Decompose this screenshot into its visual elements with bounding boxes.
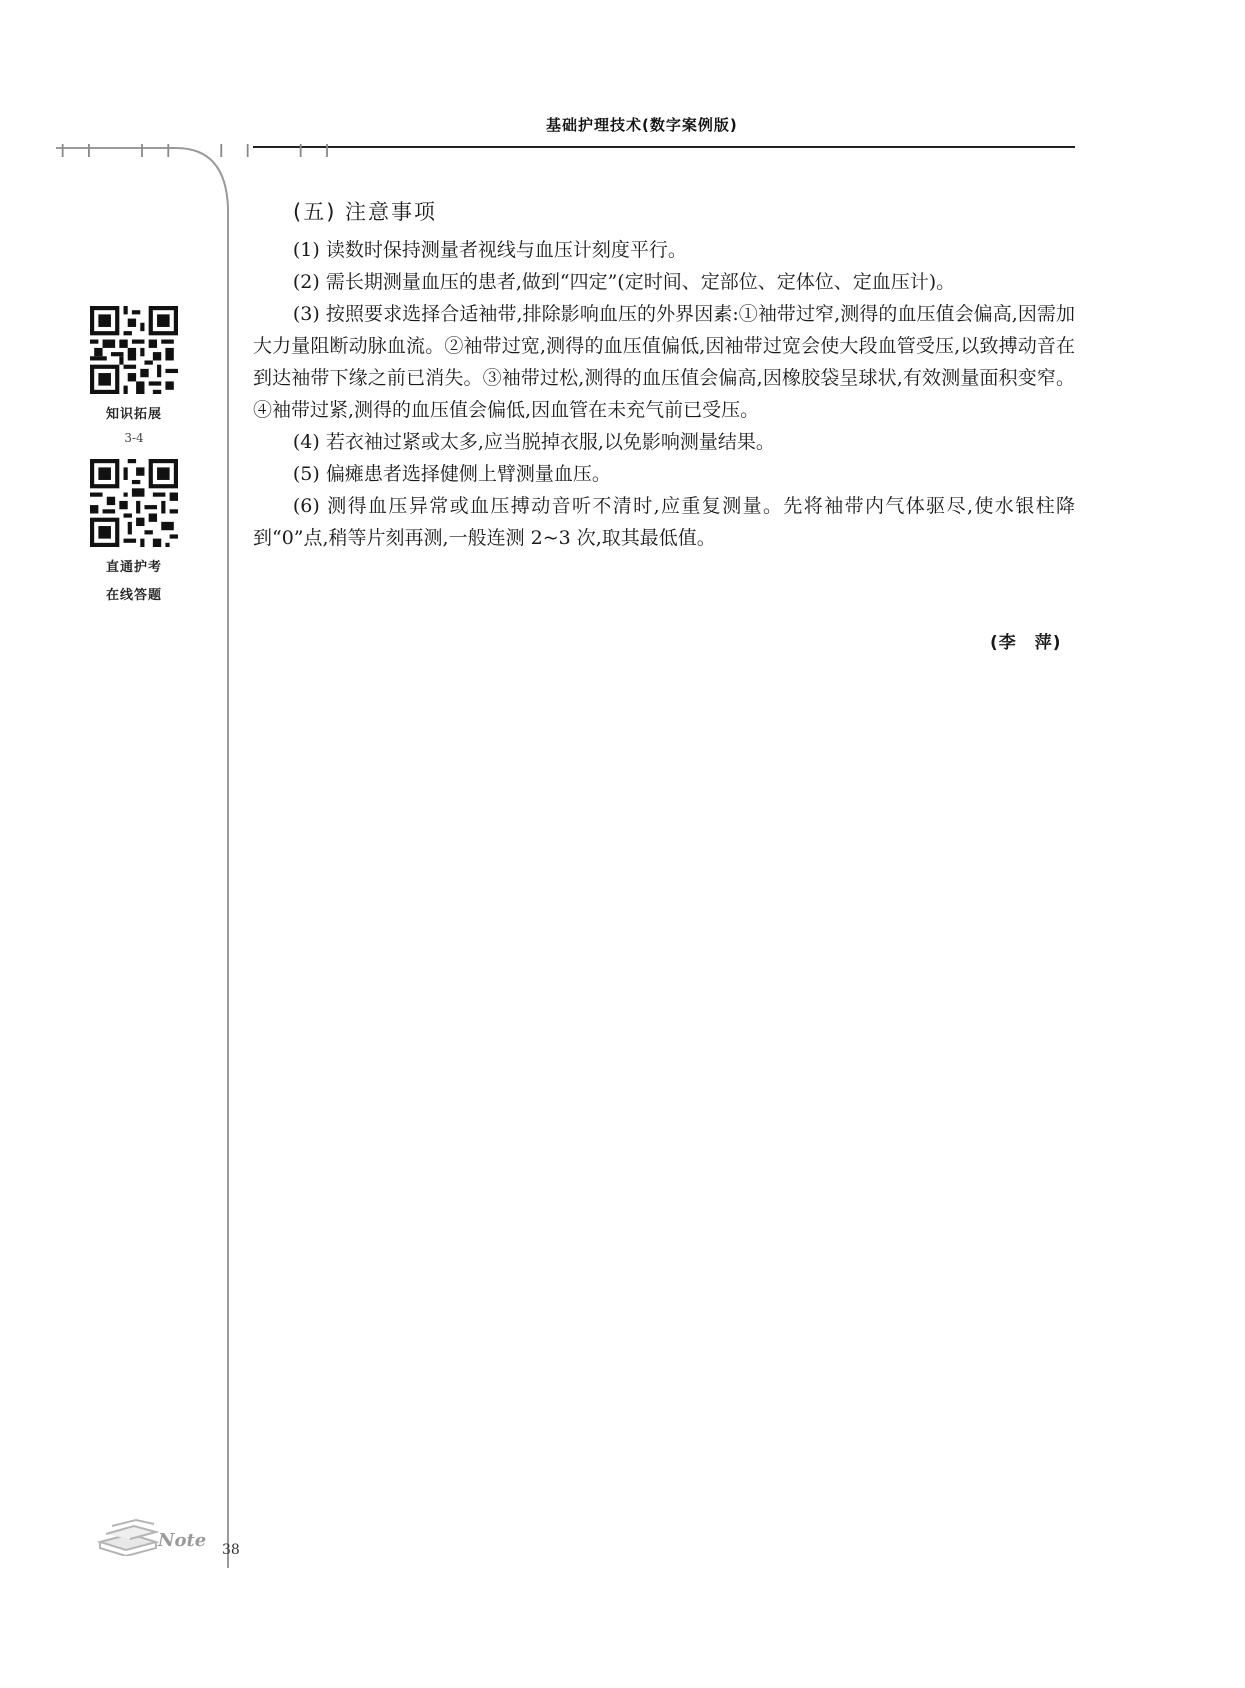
running-header: 基础护理技术(数字案例版): [546, 116, 738, 134]
qr-label-exam-line2: 在线答题: [105, 588, 162, 603]
paragraph-2: (2) 需长期测量血压的患者,做到“四定”(定时间、定部位、定体位、定血压计)。: [292, 271, 956, 293]
paragraph-5: (5) 偏瘫患者选择健侧上臂测量血压。: [292, 463, 611, 485]
qr-number: 3-4: [124, 431, 144, 445]
book-stack-icon: [96, 1512, 206, 1556]
main-content: [253, 196, 1075, 554]
qr-code-exam-icon: [90, 459, 178, 547]
note-text: Note: [158, 1530, 206, 1551]
section-title: (五) 注意事项: [293, 200, 438, 224]
qr-label-knowledge: 知识拓展: [105, 407, 162, 422]
paragraph-3: (3) 按照要求选择合适袖带,排除影响血压的外界因素:①袖带过窄,测得的血压值会偏高,因需加大力量阻断动脉血流。②袖带过宽,测得的血压值偏低,因袖带过宽会使大段血管受压,以致搏动音在到达袖带下缘之前已消失。③袖带过松,测得的血压值会偏高,因橡胶袋呈球状,有效测量面积变窄。④袖带过紧,测得的血压值会偏低,因血管在未充气前已受压。: [253, 303, 1075, 421]
note-logo: [96, 1512, 206, 1560]
paragraph-1: (1) 读数时保持测量者视线与血压计刻度平行。: [292, 239, 687, 261]
paragraph-6: (6) 测得血压异常或血压搏动音听不清时,应重复测量。先将袖带内气体驱尽,使水银柱降到“0”点,稍等片刻再测,一般连测 2~3 次,取其最低值。: [253, 495, 1075, 549]
qr-code-knowledge-icon: [90, 306, 178, 394]
author-credit: (李 萍): [990, 633, 1062, 653]
header-rule: [253, 146, 1075, 148]
qr-label-exam-line1: 直通护考: [105, 560, 162, 575]
page-number: 38: [222, 1542, 240, 1558]
margin-bars-decor: II II II II: [60, 141, 351, 162]
paragraph-4: (4) 若衣袖过紧或太多,应当脱掉衣服,以免影响测量结果。: [292, 431, 775, 453]
